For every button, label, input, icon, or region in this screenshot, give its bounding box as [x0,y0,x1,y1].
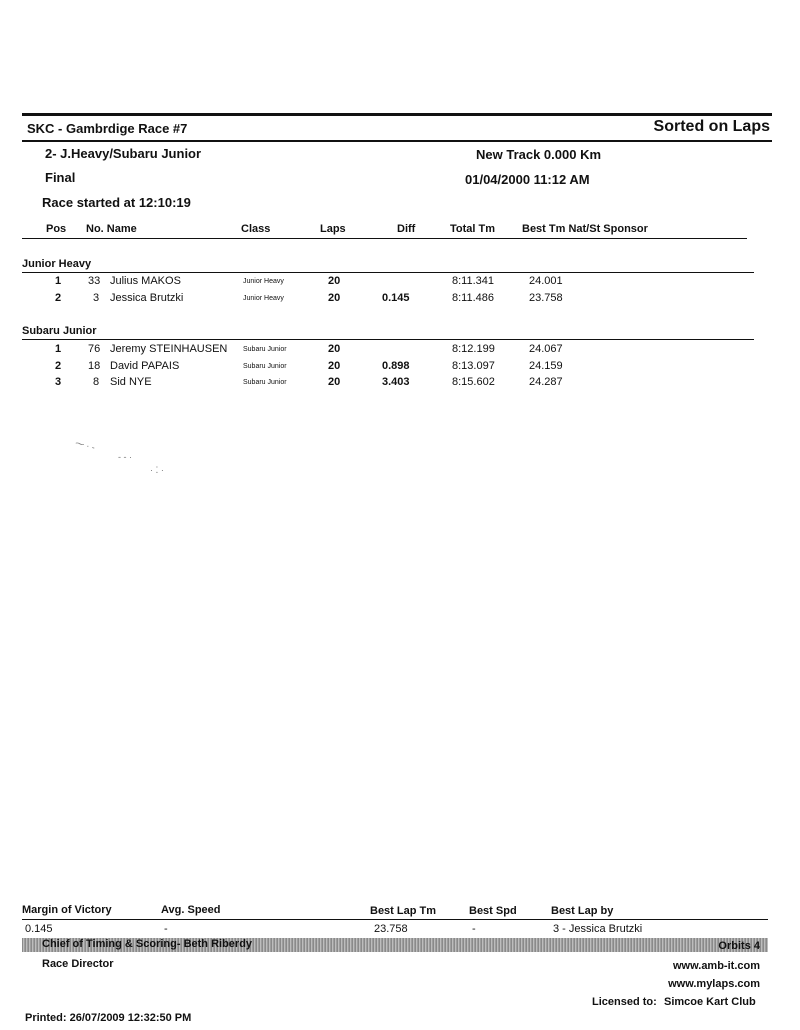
best-spd-label: Best Spd [469,905,517,917]
row-number: 3 [93,292,100,304]
group-rule [22,339,754,340]
licensee: Simcoe Kart Club [664,996,756,1008]
row-best: 24.159 [529,360,563,372]
row-pos: 2 [55,292,62,304]
amb-url: www.amb-it.com [673,960,760,972]
row-class: Subaru Junior [243,363,287,370]
row-class: Subaru Junior [243,346,287,353]
col-laps: Laps [320,223,346,235]
licensed-label: Licensed to: [592,996,657,1008]
group-title: Junior Heavy [22,258,92,270]
row-number: 18 [88,360,101,372]
row-total: 8:11.341 [452,275,495,287]
row-laps: 20 [328,275,341,287]
row-total: 8:11.486 [452,292,495,304]
race-name: 2- J.Heavy/Subaru Junior [45,146,202,161]
row-pos: 1 [55,275,62,287]
columns-rule [22,238,747,239]
row-best: 24.067 [529,343,563,355]
track-info: New Track 0.000 Km [476,147,602,162]
row-class: Junior Heavy [243,295,284,302]
group-rule [22,272,754,273]
best-spd-value: - [472,923,476,935]
scan-speck: · ⁚ · [150,465,164,475]
group-title: Subaru Junior [22,325,97,337]
row-total: 8:12.199 [452,343,495,355]
row-pos: 2 [55,360,62,372]
row-name: Jeremy STEINHAUSEN [110,343,228,355]
orbits-version: Orbits 4 [718,940,760,952]
col-pos: Pos [46,223,67,235]
margin-of-victory-value: 0.145 [25,923,53,935]
row-best: 24.001 [529,275,563,287]
race-director: Race Director [42,958,114,970]
row-best: 24.287 [529,376,563,388]
row-number: 33 [88,275,101,287]
row-class: Subaru Junior [243,379,287,386]
col-best: Best Tm Nat/St Sponsor [522,223,648,235]
row-laps: 20 [328,376,341,388]
scan-speck: ‐ ‐ · [118,452,132,462]
row-total: 8:15.602 [452,376,495,388]
best-lap-tm-label: Best Lap Tm [370,905,437,917]
row-best: 23.758 [529,292,563,304]
best-lap-by-value: 3 - Jessica Brutzki [553,923,643,935]
row-class: Junior Heavy [243,278,284,285]
footer-rule [22,919,768,920]
scan-speck: ⁓ · ‐ [74,437,97,453]
row-diff: 3.403 [382,376,410,388]
row-name: Sid NYE [110,376,152,388]
mylaps-url: www.mylaps.com [668,978,760,990]
sort-label: Sorted on Laps [653,118,770,135]
row-diff: 0.145 [382,292,410,304]
header-rule [22,140,772,142]
race-datetime: 01/04/2000 11:12 AM [465,172,590,187]
col-no-name: No. Name [86,223,137,235]
row-number: 8 [93,376,100,388]
row-pos: 3 [55,376,62,388]
avg-speed-value: - [164,923,168,935]
avg-speed-label: Avg. Speed [161,904,221,916]
row-pos: 1 [55,343,62,355]
best-lap-by-label: Best Lap by [551,905,614,917]
row-total: 8:13.097 [452,360,495,372]
row-laps: 20 [328,343,341,355]
row-number: 76 [88,343,101,355]
row-diff: 0.898 [382,360,410,372]
row-name: Jessica Brutzki [110,292,184,304]
col-diff: Diff [397,223,416,235]
margin-of-victory-label: Margin of Victory [22,904,112,916]
col-class: Class [241,223,271,235]
session-name: Final [45,170,76,185]
event-title: SKC - Gambrdige Race #7 [27,121,188,136]
row-name: Julius MAKOS [110,275,181,287]
race-start-time: Race started at 12:10:19 [42,195,191,210]
printed-timestamp: Printed: 26/07/2009 12:32:50 PM [25,1012,192,1024]
row-laps: 20 [328,292,341,304]
row-name: David PAPAIS [110,360,180,372]
col-total: Total Tm [450,223,496,235]
top-rule [22,113,772,116]
best-lap-tm-value: 23.758 [374,923,408,935]
chief-of-timing: Chief of Timing & Scoring- Beth Riberdy [42,938,253,950]
row-laps: 20 [328,360,341,372]
